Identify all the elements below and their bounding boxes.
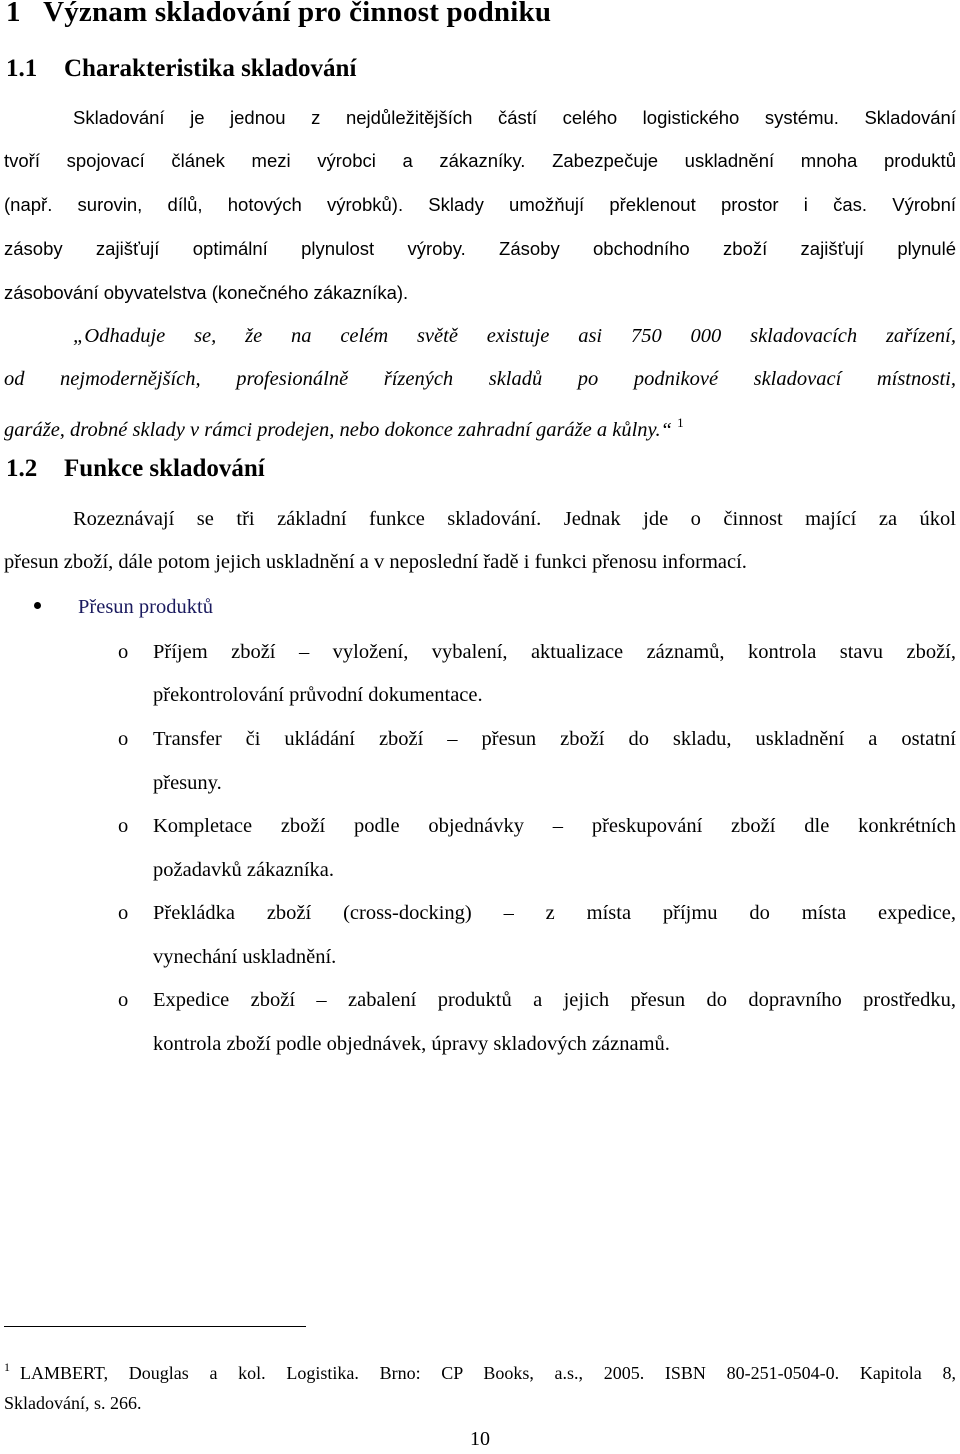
sub-item-line: překontrolování průvodní dokumentace. bbox=[153, 684, 483, 706]
quote-line: od nejmodernějších, profesionálně řízených skladů po podnikové skladovací místnosti, bbox=[4, 368, 956, 390]
sub-item-marker: o bbox=[118, 641, 129, 663]
section-heading-1-2 bbox=[6, 455, 265, 483]
quote-line: „Odhaduje se, že na celém světě existuje asi 750 000 skladovacích zařízení, bbox=[73, 325, 956, 347]
sub-item-line: vynechání uskladnění. bbox=[153, 946, 337, 968]
sub-item-line: přesuny. bbox=[153, 772, 222, 794]
sub-item-line: Transfer či ukládání zboží – přesun zboží do skladu, uskladnění a ostatní bbox=[153, 728, 956, 750]
sub-item-marker: o bbox=[118, 728, 129, 750]
chapter-title: Význam skladování pro činnost podniku bbox=[43, 0, 552, 28]
sub-item-marker: o bbox=[118, 902, 129, 924]
footnote-text: LAMBERT, Douglas a kol. Logistika. Brno: CP Books, a.s., 2005. ISBN 80-251-0504-0. Kapitola 8, bbox=[20, 1363, 956, 1383]
chapter-heading bbox=[6, 0, 551, 29]
sub-item-marker: o bbox=[118, 989, 129, 1011]
footnote-reference: 1 bbox=[677, 415, 684, 430]
paragraph-line: zásoby zajišťují optimální plynulost výroby. Zásoby obchodního zboží zajišťují plynulé bbox=[4, 238, 956, 259]
chapter-number: 1 bbox=[6, 0, 21, 28]
sub-item-marker: o bbox=[118, 815, 129, 837]
paragraph-line: Skladování je jednou z nejdůležitějších částí celého logistického systému. Skladování bbox=[73, 107, 956, 128]
page-number: 10 bbox=[470, 1428, 490, 1450]
sub-item-line: Příjem zboží – vyložení, vybalení, aktualizace záznamů, kontrola stavu zboží, bbox=[153, 641, 956, 663]
sub-item-line: Kompletace zboží podle objednávky – přeskupování zboží dle konkrétních bbox=[153, 815, 956, 837]
bullet-item bbox=[34, 594, 934, 620]
sub-item-line: Expedice zboží – zabalení produktů a jejich přesun do dopravního prostředku, bbox=[153, 989, 956, 1011]
section-heading-1-1 bbox=[6, 55, 356, 83]
footnote-line bbox=[4, 1355, 956, 1385]
footnote-separator bbox=[4, 1326, 306, 1327]
paragraph-line: (např. surovin, dílů, hotových výrobků). Sklady umožňují překlenout prostor i čas. Výrobní bbox=[4, 194, 956, 215]
paragraph-line: tvoří spojovací článek mezi výrobci a zákazníky. Zabezpečuje uskladnění mnoha produktů bbox=[4, 150, 956, 171]
footnote-marker: 1 bbox=[4, 1360, 10, 1374]
section-number: 1.2 bbox=[6, 455, 38, 482]
section-title: Charakteristika skladování bbox=[64, 55, 357, 82]
paragraph-line: přesun zboží, dále potom jejich uskladnění a v neposlední řadě i funkci přenosu informací. bbox=[4, 551, 747, 573]
paragraph-line: zásobování obyvatelstva (konečného zákazníka). bbox=[4, 282, 409, 303]
quote-line-last bbox=[4, 410, 956, 443]
sub-item-line: požadavků zákazníka. bbox=[153, 859, 334, 881]
footnote-line: Skladování, s. 266. bbox=[4, 1393, 142, 1413]
paragraph-line: Rozeznávají se tři základní funkce skladování. Jednak jde o činnost mající za úkol bbox=[73, 508, 956, 530]
quote-text: garáže, drobné sklady v rámci prodejen, nebo dokonce zahradní garáže a kůlny.“ bbox=[4, 419, 673, 441]
bullet-label: Přesun produktů bbox=[78, 596, 213, 618]
bullet-dot-icon bbox=[34, 602, 41, 609]
sub-item-line: Překládka zboží (cross-docking) – z místa příjmu do místa expedice, bbox=[153, 902, 956, 924]
section-number: 1.1 bbox=[6, 55, 38, 82]
section-title: Funkce skladování bbox=[64, 455, 265, 482]
sub-item-line: kontrola zboží podle objednávek, úpravy skladových záznamů. bbox=[153, 1033, 670, 1055]
